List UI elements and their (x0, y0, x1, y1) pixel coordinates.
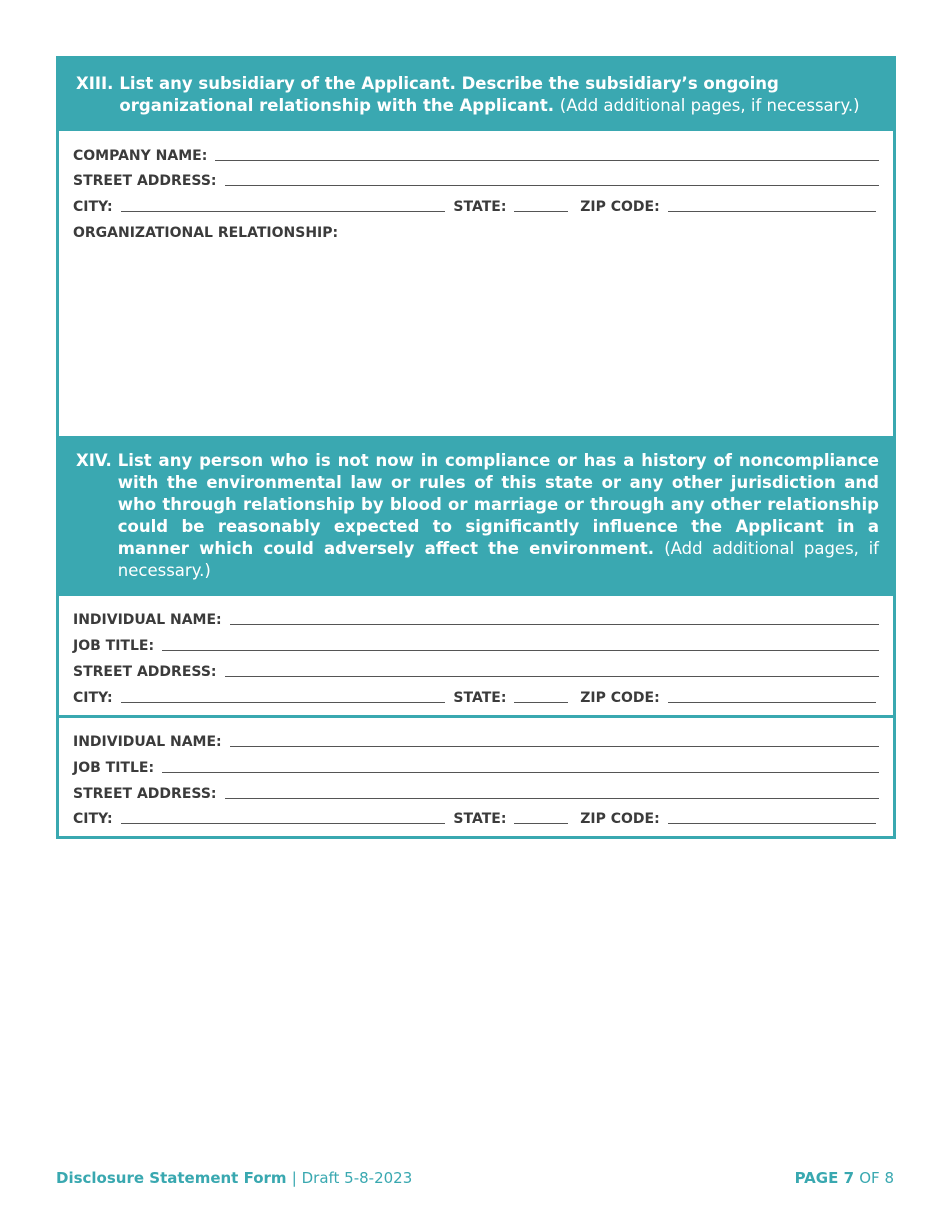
individual-block-2 (59, 718, 893, 837)
zip-label: ZIP CODE: (580, 811, 660, 828)
job-title-row (73, 750, 879, 776)
state-field[interactable] (514, 808, 568, 824)
footer-total-pages: 8 (884, 1169, 894, 1187)
street-address-label: STREET ADDRESS: (73, 173, 217, 190)
section-14-title (118, 450, 879, 582)
company-name-label: COMPANY NAME: (73, 147, 208, 164)
city-label: CITY: (73, 689, 113, 706)
page-footer (56, 1169, 894, 1187)
state-label: STATE: (453, 811, 507, 828)
section-14-header (59, 436, 893, 596)
footer-page-info (795, 1169, 894, 1187)
city-state-zip-row (73, 189, 879, 215)
individual-name-label: INDIVIDUAL NAME: (73, 734, 222, 751)
section-14-number: XIV. (76, 450, 112, 470)
street-address-row (73, 776, 879, 802)
street-address-row (73, 654, 879, 680)
city-label: CITY: (73, 811, 113, 828)
street-address-label: STREET ADDRESS: (73, 663, 217, 680)
section-13-note: (Add additional pages, if necessary.) (559, 96, 860, 115)
individual-name-field[interactable] (230, 609, 879, 625)
city-state-zip-row (73, 680, 879, 706)
company-name-row (73, 138, 879, 164)
state-label: STATE: (453, 199, 507, 216)
street-address-field[interactable] (225, 170, 879, 186)
disclosure-form-page (56, 56, 896, 839)
city-field[interactable] (121, 196, 446, 212)
zip-field[interactable] (668, 808, 876, 824)
section-13-header (59, 59, 893, 131)
section-13-title-text: List any subsidiary of the Applicant. Describe the subsidiary’s ongoing organizational relationship with the Applicant. (119, 74, 779, 115)
section-14-note: (Add additional pages, if necessary.) (117, 538, 879, 580)
zip-field[interactable] (668, 196, 876, 212)
state-label: STATE: (453, 689, 507, 706)
section-13-number: XIII. (76, 74, 114, 93)
section-14-title-text: List any person who is not now in compliance or has a history of noncompliance with the environmental law or rules of this state or any other jurisdiction and who through relationship by blood or marriage or through any other relationship could be reasonably expected to significantly influence the Applicant in a manner which could adversely affect the environment. (117, 450, 879, 558)
zip-label: ZIP CODE: (580, 199, 660, 216)
job-title-row (73, 628, 879, 654)
footer-draft: Draft 5-8-2023 (301, 1169, 413, 1187)
org-relationship-field[interactable] (73, 241, 879, 427)
footer-separator: | (291, 1169, 302, 1187)
zip-field[interactable] (668, 687, 876, 703)
street-address-row (73, 164, 879, 190)
job-title-label: JOB TITLE: (73, 759, 155, 776)
company-name-field[interactable] (215, 145, 879, 161)
individual-name-row (73, 603, 879, 629)
footer-form-info (56, 1169, 412, 1187)
street-address-field[interactable] (225, 783, 879, 799)
section-13-title (119, 73, 879, 117)
city-label: CITY: (73, 199, 113, 216)
street-address-label: STREET ADDRESS: (73, 785, 217, 802)
state-field[interactable] (514, 196, 568, 212)
city-field[interactable] (121, 687, 446, 703)
individual-name-field[interactable] (230, 731, 879, 747)
individual-name-row (73, 725, 879, 751)
city-state-zip-row (73, 802, 879, 828)
state-field[interactable] (514, 687, 568, 703)
job-title-field[interactable] (162, 635, 879, 651)
footer-page-label: PAGE (794, 1169, 844, 1187)
job-title-field[interactable] (162, 757, 879, 773)
footer-of-label: OF (859, 1169, 885, 1187)
individual-block-1 (59, 596, 893, 715)
zip-label: ZIP CODE: (580, 689, 660, 706)
job-title-label: JOB TITLE: (73, 638, 155, 655)
section-13-fields (59, 131, 893, 436)
org-relationship-row (73, 215, 879, 241)
org-relationship-label: ORGANIZATIONAL RELATIONSHIP: (73, 224, 339, 241)
individual-name-label: INDIVIDUAL NAME: (73, 612, 222, 629)
street-address-field[interactable] (225, 661, 879, 677)
city-field[interactable] (121, 808, 446, 824)
footer-page-number: 7 (843, 1169, 860, 1187)
footer-form-name: Disclosure Statement Form (56, 1169, 292, 1187)
